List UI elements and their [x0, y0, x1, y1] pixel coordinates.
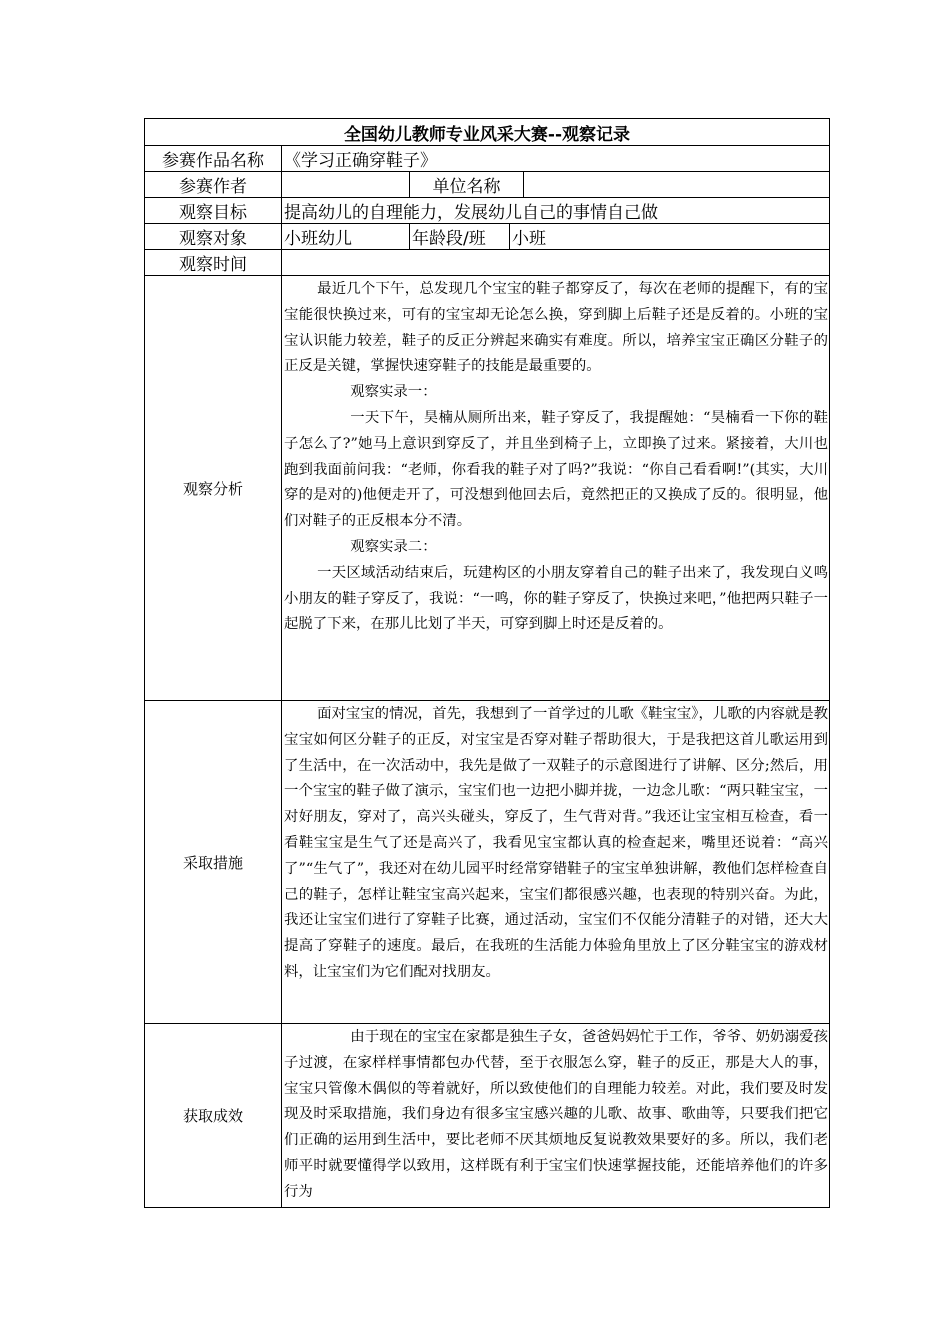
work-name-row — [145, 146, 830, 172]
subject-value: 小班幼儿 — [282, 224, 410, 250]
observation-record-form — [144, 118, 829, 1208]
time-value — [282, 250, 830, 276]
unit-value — [524, 172, 830, 198]
unit-label: 单位名称 — [410, 172, 524, 198]
subject-label: 观察对象 — [145, 224, 282, 250]
work-name-label: 参赛作品名称 — [145, 146, 282, 172]
goal-label: 观察目标 — [145, 198, 282, 224]
goal-row — [145, 198, 830, 224]
goal-value: 提高幼儿的自理能力，发展幼儿自己的事情自己做 — [282, 198, 830, 224]
results-label: 获取成效 — [145, 1024, 282, 1208]
results-row — [145, 1024, 830, 1208]
results-paragraph: 由于现在的宝宝在家都是独生子女，爸爸妈妈忙于工作，爷爷、奶奶溺爱孩子过渡，在家样样事情都包办代替，至于衣服怎么穿，鞋子的反正，那是大人的事，宝宝只管像木偶似的等着就好，所以致使他们的自理能力较差。对此，我们要及时发现及时采取措施，我们身边有很多宝宝感兴趣的儿歌、故事、歌曲等，只要我们把它们正确的运用到生活中，要比老师不厌其烦地反复说教效果要好的多。所以，我们老师平时就要懂得学以致用，这样既有利于宝宝们快速掌握技能，还能培养他们的许多行为 — [284, 1029, 829, 1200]
time-row — [145, 250, 830, 276]
measures-paragraph: 面对宝宝的情况，首先，我想到了一首学过的儿歌《鞋宝宝》，儿歌的内容就是教宝宝如何区分鞋子的正反，对宝宝是否穿对鞋子帮助很大，于是我把这首儿歌运用到了生活中，在一次活动中，我先是做了一双鞋子的示意图进行了讲解、区分;然后，用一个宝宝的鞋子做了演示，宝宝们也一边把小脚并拢，一边念儿歌：“两只鞋宝宝，一对好朋友，穿对了，高兴头碰头，穿反了，生气背对背。”我还让宝宝相互检查，看一看鞋宝宝是生气了还是高兴了，我看见宝宝都认真的检查起来，嘴里还说着：“高兴了”“生气了”，我还对在幼儿园平时经常穿错鞋子的宝宝单独讲解，教他们怎样检查自己的鞋子，怎样让鞋宝宝高兴起来，宝宝们都很感兴趣，也表现的特别兴奋。为此，我还让宝宝们进行了穿鞋子比赛，通过活动，宝宝们不仅能分清鞋子的对错，还大大提高了穿鞋子的速度。最后，在我班的生活能力体验角里放上了区分鞋宝宝的游戏材料，让宝宝们为它们配对找朋友。 — [284, 706, 829, 980]
analysis-paragraph-2: 一天下午，昊楠从厕所出来，鞋子穿反了，我提醒她：“昊楠看一下你的鞋子怎么了?”她马上意识到穿反了，并且坐到椅子上，立即换了过来。紧接着，大川也跑到我面前问我：“老师，你看我的鞋子对了吗?”我说：“你自己看看啊!”(其实，大川穿的是对的)他便走开了，可没想到他回去后，竟然把正的又换成了反的。很明显，他们对鞋子的正反根本分不清。 — [284, 409, 829, 530]
author-value — [282, 172, 410, 198]
time-label: 观察时间 — [145, 250, 282, 276]
record-table — [144, 118, 830, 1208]
measures-content — [282, 701, 830, 1024]
author-row — [145, 172, 830, 198]
work-name-value: 《学习正确穿鞋子》 — [282, 146, 830, 172]
analysis-row — [145, 276, 830, 701]
analysis-paragraph-1: 最近几个下午，总发现几个宝宝的鞋子都穿反了，每次在老师的提醒下，有的宝宝能很快换过来，可有的宝宝却无论怎么换，穿到脚上后鞋子还是反着的。小班的宝宝认识能力较差，鞋子的反正分辨起来确实有难度。所以，培养宝宝正确区分鞋子的正反是关键，掌握快速穿鞋子的技能是最重要的。 — [284, 281, 829, 375]
subject-row — [145, 224, 830, 250]
age-label: 年龄段/班 — [410, 224, 510, 250]
age-value: 小班 — [510, 224, 830, 250]
analysis-paragraph-3: 一天区域活动结束后，玩建构区的小朋友穿着自己的鞋子出来了，我发现白义鸣小朋友的鞋子穿反了，我说：“一鸣，你的鞋子穿反了，快换过来吧，”他把两只鞋子一起脱了下来，在那儿比划了半天，可穿到脚上时还是反着的。 — [284, 564, 829, 633]
page-title: 全国幼儿教师专业风采大赛--观察记录 — [145, 119, 830, 146]
title-row — [145, 119, 830, 146]
results-content — [282, 1024, 830, 1208]
analysis-content — [282, 276, 830, 701]
measures-row — [145, 701, 830, 1024]
analysis-heading-1: 观察实录一： — [350, 384, 437, 401]
measures-label: 采取措施 — [145, 701, 282, 1024]
analysis-heading-2: 观察实录二： — [350, 538, 437, 555]
analysis-label: 观察分析 — [145, 276, 282, 701]
author-label: 参赛作者 — [145, 172, 282, 198]
